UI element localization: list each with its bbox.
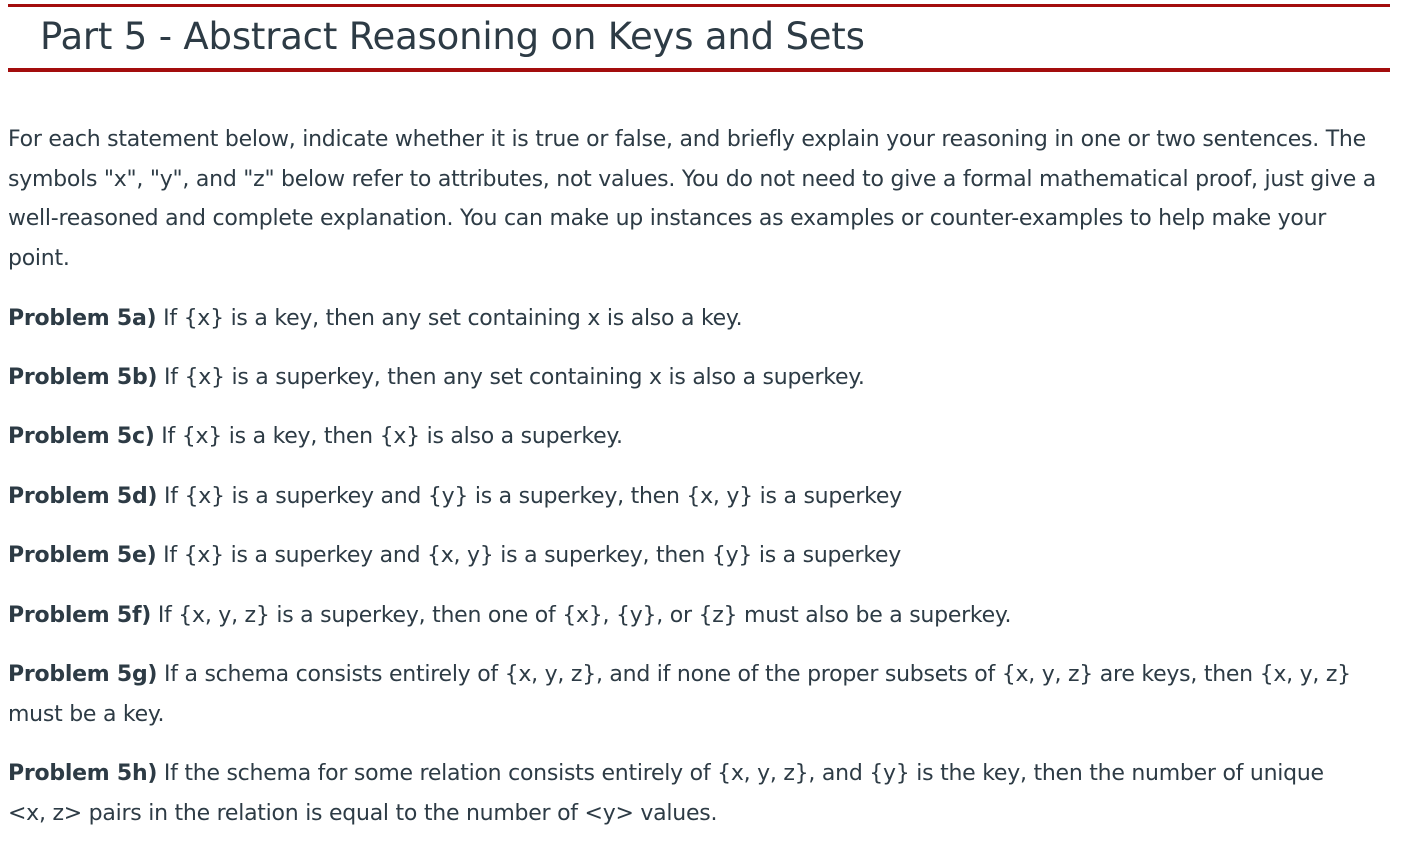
problem-text: If {x} is a superkey and {y} is a superkey, then {x, y} is a superkey xyxy=(157,484,902,509)
problem-text: If {x} is a superkey and {x, y} is a superkey, then {y} is a superkey xyxy=(156,543,902,568)
problem-5h xyxy=(8,754,1368,833)
problem-text: If {x, y, z} is a superkey, then one of {x}, {y}, or {z} must also be a superkey. xyxy=(151,603,1012,628)
problem-label: Problem 5g) xyxy=(8,662,158,687)
problem-text: If the schema for some relation consists entirely of {x, y, z}, and {y} is the key, then the number of unique <x, z> pairs in the relation is equal to the number of <y> values. xyxy=(8,761,1324,826)
problem-5g xyxy=(8,655,1368,734)
problem-label: Problem 5c) xyxy=(8,424,155,449)
page-header xyxy=(8,4,1390,72)
problem-5a xyxy=(8,299,742,339)
page-title: Part 5 - Abstract Reasoning on Keys and Sets xyxy=(40,15,865,58)
problem-5c xyxy=(8,417,623,457)
problem-5f xyxy=(8,596,1011,636)
assignment-content xyxy=(8,120,1388,826)
problem-label: Problem 5a) xyxy=(8,306,157,331)
problem-text: If {x} is a superkey, then any set containing x is also a superkey. xyxy=(157,365,865,390)
problem-label: Problem 5f) xyxy=(8,603,152,628)
problem-5e xyxy=(8,536,901,576)
instructions-paragraph: For each statement below, indicate whether it is true or false, and briefly explain your reasoning in one or two sentences. The symbols "x", "y", and "z" below refer to attributes, not values. You do not need to give a formal mathematical proof, just give a well-reasoned and complete explanation. You can make up instances as examples or counter-examples to help make your point. xyxy=(8,127,1376,271)
problem-label: Problem 5h) xyxy=(8,761,158,786)
problem-text: If a schema consists entirely of {x, y, z}, and if none of the proper subsets of {x, y, z} are keys, then {x, y, z} must be a key. xyxy=(8,662,1351,727)
problem-5d xyxy=(8,477,902,517)
problem-text: If {x} is a key, then {x} is also a superkey. xyxy=(154,424,623,449)
problem-5b xyxy=(8,358,865,398)
problem-text: If {x} is a key, then any set containing x is also a key. xyxy=(156,306,743,331)
problem-label: Problem 5d) xyxy=(8,484,158,509)
problem-label: Problem 5b) xyxy=(8,365,158,390)
problem-label: Problem 5e) xyxy=(8,543,157,568)
